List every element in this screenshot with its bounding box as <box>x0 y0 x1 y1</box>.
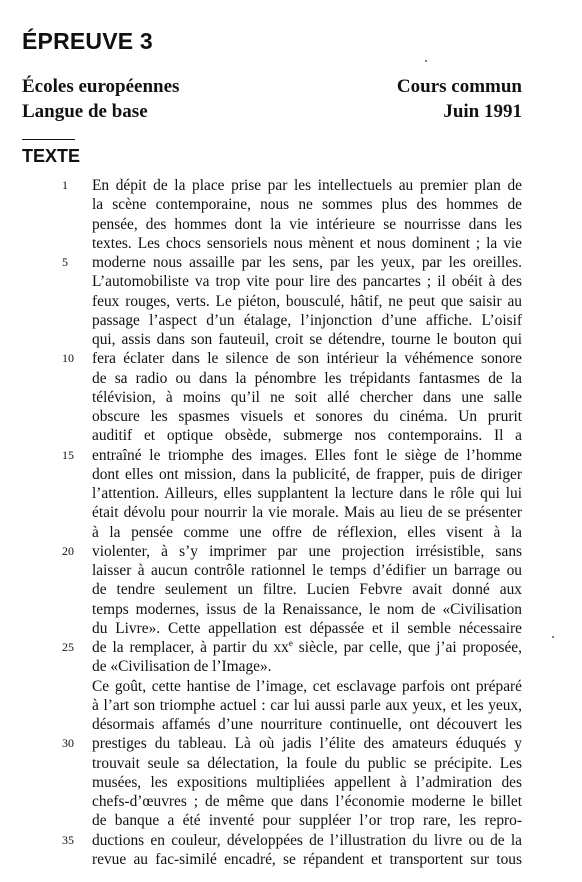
text-line: de sa radio ou dans la pénombre les trépidants fantasmes de la <box>92 369 522 387</box>
header-right <box>397 74 522 124</box>
text-line: Ce goût, cette hantise de l’image, cet esclavage parfois ont préparé <box>92 677 522 695</box>
text-line: 10 fera éclater dans le silence de son intérieur la véhémence sonore <box>62 350 522 368</box>
section-heading: TEXTE <box>22 146 81 166</box>
text-line: revue au fac-similé encadré, se répandent et transportent sur tous <box>92 850 522 868</box>
scan-speck <box>425 60 427 62</box>
line-number: 30 <box>62 736 74 751</box>
text-line: dont elles ont mission, dans la publicité, de frapper, puis de diriger <box>92 465 522 483</box>
line-number: 5 <box>62 255 68 269</box>
text-line: 25 de la remplacer, à partir du $xx^e$ siècle, par celle, que j’ai proposée, <box>62 637 522 656</box>
line-number: 25 <box>62 640 74 654</box>
text-line: l’attention. Ailleurs, elles supplantent la lecture dans le rôle qui lui <box>92 485 522 502</box>
course-name: Cours commun <box>396 76 522 97</box>
heading-rule <box>22 139 75 140</box>
text-line: 5 moderne nous assaille par les sens, par les yeux, par les oreilles. <box>62 254 522 271</box>
text-line: passage l’aspect d’un étalage, l’injonction d’une affiche. L’oisif <box>92 311 522 329</box>
text-line: la scène contemporaine, nous ne sommes plus des hommes de <box>92 196 522 214</box>
exam-title: ÉPREUVE 3 <box>22 28 153 54</box>
text-line: musées, les expositions multipliées appellent à l’admiration des <box>92 773 522 791</box>
text-line: textes. Les chocs sensoriels nous mènent et nous dominent ; la vie <box>92 234 522 252</box>
text-line: feux rouges, verts. Le piéton, bousculé, hâtif, ne peut que saisir au <box>92 292 522 310</box>
text-line: à l’art son triomphe actuel : car lui aussi parle aux yeux, et les yeux, <box>92 696 522 714</box>
text-line: désormais affamés d’une nourriture continuelle, ont découvert les <box>92 716 522 733</box>
text-line: du Livre». Cette appellation est dépassée et il semble nécessaire <box>92 619 522 637</box>
text-line: 15 entraîné le triomphe des images. Elles font le siège de l’homme <box>62 446 522 464</box>
text-line: obscure les spasmes visuels et sonores du cinéma. Un prurit <box>92 408 522 425</box>
text-line: trouvait seule sa délectation, la foule du public se précipite. Les <box>92 754 522 772</box>
text-line: 1 En dépit de la place prise par les intellectuels au premier plan de <box>62 177 522 194</box>
line-number: 15 <box>62 447 74 462</box>
text-line: temps modernes, issus de la Renaissance, le nom de «Civilisation <box>92 600 522 618</box>
text-line: L’automobiliste va trop vite pour lire des pancartes ; il obéit à des <box>92 273 522 291</box>
school-name: Écoles européennes <box>22 76 180 97</box>
text-line: télévision, à moins qu’il ne soit allé chercher dans une salle <box>92 388 522 406</box>
line-number: 35 <box>62 832 74 847</box>
text-line: qui, assis dans son fauteuil, croit se détendre, tourne le bouton qui <box>92 331 522 348</box>
line-number: 20 <box>62 543 74 558</box>
language-level: Langue de base <box>22 101 148 122</box>
superscript-e: e <box>288 637 293 648</box>
text-line: chefs-d’œuvres ; de même que dans l’économie moderne le billet <box>92 793 522 810</box>
text-line: 20 violenter, à s’y imprimer par une projection irrésistible, sans <box>62 542 522 560</box>
text-line: 30 prestiges du tableau. Là où jadis l’élite des amateurs éduqués y <box>62 735 522 753</box>
text-line: de banque a été inventé pour suppléer l’or trop rare, les repro- <box>92 812 522 830</box>
text-line: 35 ductions en couleur, développées de l’illustration du livre ou de la <box>62 831 522 849</box>
text-line: était dévolu pour nourrir la vie morale. Mais au lieu de se présenter <box>92 504 522 522</box>
text-line: de «Civilisation de l’Image». <box>92 658 272 676</box>
exam-date: Juin 1991 <box>443 101 522 122</box>
line-number: 1 <box>62 178 68 192</box>
text-line: de tendre seulement un filtre. Lucien Febvre avait donné aux <box>92 581 522 599</box>
header-left <box>22 74 179 124</box>
text-line: laisser à aucun contrôle rationnel le temps d’édifier un barrage ou <box>92 562 522 579</box>
line-number: 10 <box>62 351 74 366</box>
scan-speck <box>552 636 554 638</box>
text-line: à la pensée comme une offre de réflexion, elles visent à la <box>92 523 522 541</box>
text-line: auditif et optique obsède, submerge nos contemporains. Il a <box>92 427 522 445</box>
text-body <box>62 176 522 869</box>
text-line: pensée, des hommes dont la vie intérieure se nourrisse dans les <box>92 215 522 233</box>
